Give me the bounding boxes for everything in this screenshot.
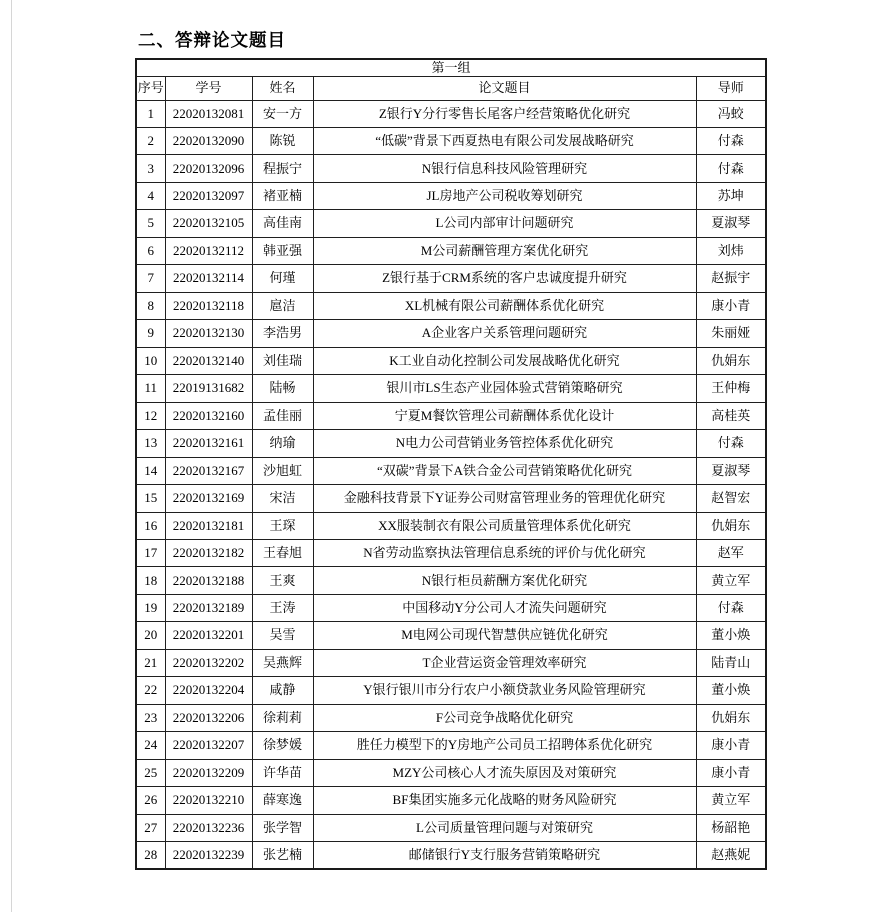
cell-title: Y银行银川市分行农户小额贷款业务风险管理研究 xyxy=(313,677,696,704)
cell-student-id: 22020132097 xyxy=(165,182,252,209)
cell-name: 吴燕辉 xyxy=(252,649,313,676)
cell-advisor: 仇娟东 xyxy=(696,704,766,731)
cell-advisor: 朱丽娅 xyxy=(696,320,766,347)
cell-advisor: 夏淑琴 xyxy=(696,457,766,484)
cell-student-id: 22020132090 xyxy=(165,127,252,154)
cell-title: A企业客户关系管理问题研究 xyxy=(313,320,696,347)
cell-name: 吴雪 xyxy=(252,622,313,649)
cell-student-id: 22020132130 xyxy=(165,320,252,347)
cell-no: 3 xyxy=(136,155,165,182)
cell-student-id: 22020132182 xyxy=(165,540,252,567)
cell-title: XX服装制衣有限公司质量管理体系优化研究 xyxy=(313,512,696,539)
cell-student-id: 22020132161 xyxy=(165,430,252,457)
table-row xyxy=(136,100,766,127)
cell-name: 徐梦媛 xyxy=(252,732,313,759)
cell-student-id: 22020132189 xyxy=(165,594,252,621)
table-row xyxy=(136,127,766,154)
cell-student-id: 22020132188 xyxy=(165,567,252,594)
cell-student-id: 22020132169 xyxy=(165,485,252,512)
cell-advisor: 仇娟东 xyxy=(696,512,766,539)
cell-no: 25 xyxy=(136,759,165,786)
table-row xyxy=(136,677,766,704)
cell-no: 10 xyxy=(136,347,165,374)
cell-student-id: 22020132206 xyxy=(165,704,252,731)
cell-no: 27 xyxy=(136,814,165,841)
cell-advisor: 杨韶艳 xyxy=(696,814,766,841)
page-edge-line xyxy=(11,0,12,912)
cell-student-id: 22019131682 xyxy=(165,375,252,402)
column-header-student-id: 学号 xyxy=(165,76,252,100)
cell-no: 4 xyxy=(136,182,165,209)
cell-name: 褚亚楠 xyxy=(252,182,313,209)
cell-title: 邮储银行Y支行服务营销策略研究 xyxy=(313,842,696,869)
cell-name: 安一方 xyxy=(252,100,313,127)
cell-advisor: 高桂英 xyxy=(696,402,766,429)
table-row xyxy=(136,485,766,512)
table-row xyxy=(136,842,766,869)
cell-advisor: 赵智宏 xyxy=(696,485,766,512)
cell-name: 扈洁 xyxy=(252,292,313,319)
cell-name: 高佳南 xyxy=(252,210,313,237)
cell-title: MZY公司核心人才流失原因及对策研究 xyxy=(313,759,696,786)
cell-name: 咸静 xyxy=(252,677,313,704)
cell-name: 王涛 xyxy=(252,594,313,621)
cell-advisor: 冯蛟 xyxy=(696,100,766,127)
cell-student-id: 22020132140 xyxy=(165,347,252,374)
table-row xyxy=(136,512,766,539)
group-title: 第一组 xyxy=(136,59,766,76)
cell-advisor: 康小青 xyxy=(696,292,766,319)
cell-no: 16 xyxy=(136,512,165,539)
section-heading: 二、答辩论文题目 xyxy=(138,30,286,50)
cell-advisor: 王仲梅 xyxy=(696,375,766,402)
cell-name: 何瑾 xyxy=(252,265,313,292)
cell-no: 14 xyxy=(136,457,165,484)
cell-no: 1 xyxy=(136,100,165,127)
cell-no: 8 xyxy=(136,292,165,319)
table-row xyxy=(136,787,766,814)
cell-no: 20 xyxy=(136,622,165,649)
cell-student-id: 22020132207 xyxy=(165,732,252,759)
table-row xyxy=(136,182,766,209)
table-row xyxy=(136,594,766,621)
cell-no: 19 xyxy=(136,594,165,621)
cell-title: “双碳”背景下A铁合金公司营销策略优化研究 xyxy=(313,457,696,484)
cell-title: 宁夏M餐饮管理公司薪酬体系优化设计 xyxy=(313,402,696,429)
cell-title: Z银行Y分行零售长尾客户经营策略优化研究 xyxy=(313,100,696,127)
cell-name: 许华苗 xyxy=(252,759,313,786)
thesis-table xyxy=(135,58,767,870)
cell-student-id: 22020132160 xyxy=(165,402,252,429)
cell-no: 17 xyxy=(136,540,165,567)
cell-no: 21 xyxy=(136,649,165,676)
cell-name: 王琛 xyxy=(252,512,313,539)
cell-advisor: 黄立军 xyxy=(696,567,766,594)
cell-student-id: 22020132181 xyxy=(165,512,252,539)
cell-student-id: 22020132112 xyxy=(165,237,252,264)
cell-title: “低碳”背景下西夏热电有限公司发展战略研究 xyxy=(313,127,696,154)
cell-advisor: 赵振宇 xyxy=(696,265,766,292)
cell-student-id: 22020132204 xyxy=(165,677,252,704)
table-row xyxy=(136,814,766,841)
cell-advisor: 康小青 xyxy=(696,732,766,759)
cell-no: 11 xyxy=(136,375,165,402)
cell-advisor: 黄立军 xyxy=(696,787,766,814)
table-row xyxy=(136,430,766,457)
cell-title: JL房地产公司税收筹划研究 xyxy=(313,182,696,209)
table-row xyxy=(136,402,766,429)
table-row xyxy=(136,457,766,484)
cell-advisor: 陆青山 xyxy=(696,649,766,676)
cell-advisor: 赵燕妮 xyxy=(696,842,766,869)
cell-name: 陈锐 xyxy=(252,127,313,154)
cell-no: 6 xyxy=(136,237,165,264)
cell-student-id: 22020132081 xyxy=(165,100,252,127)
cell-no: 2 xyxy=(136,127,165,154)
cell-student-id: 22020132202 xyxy=(165,649,252,676)
table-row xyxy=(136,210,766,237)
cell-no: 28 xyxy=(136,842,165,869)
cell-title: BF集团实施多元化战略的财务风险研究 xyxy=(313,787,696,814)
cell-name: 徐莉莉 xyxy=(252,704,313,731)
cell-name: 张学智 xyxy=(252,814,313,841)
cell-title: Z银行基于CRM系统的客户忠诚度提升研究 xyxy=(313,265,696,292)
cell-name: 王春旭 xyxy=(252,540,313,567)
cell-title: 金融科技背景下Y证券公司财富管理业务的管理优化研究 xyxy=(313,485,696,512)
cell-student-id: 22020132114 xyxy=(165,265,252,292)
cell-title: K工业自动化控制公司发展战略优化研究 xyxy=(313,347,696,374)
cell-advisor: 董小焕 xyxy=(696,622,766,649)
column-header-title: 论文题目 xyxy=(313,76,696,100)
cell-no: 7 xyxy=(136,265,165,292)
table-row xyxy=(136,320,766,347)
cell-advisor: 付森 xyxy=(696,594,766,621)
cell-title: F公司竞争战略优化研究 xyxy=(313,704,696,731)
cell-name: 纳瑜 xyxy=(252,430,313,457)
cell-advisor: 付森 xyxy=(696,127,766,154)
cell-student-id: 22020132201 xyxy=(165,622,252,649)
column-header-name: 姓名 xyxy=(252,76,313,100)
cell-name: 张艺楠 xyxy=(252,842,313,869)
cell-no: 18 xyxy=(136,567,165,594)
cell-title: XL机械有限公司薪酬体系优化研究 xyxy=(313,292,696,319)
table-row xyxy=(136,375,766,402)
table-body xyxy=(136,100,766,869)
cell-title: N银行信息科技风险管理研究 xyxy=(313,155,696,182)
cell-name: 刘佳瑞 xyxy=(252,347,313,374)
cell-no: 22 xyxy=(136,677,165,704)
cell-advisor: 董小焕 xyxy=(696,677,766,704)
cell-student-id: 22020132239 xyxy=(165,842,252,869)
cell-title: 银川市LS生态产业园体验式营销策略研究 xyxy=(313,375,696,402)
column-header-advisor: 导师 xyxy=(696,76,766,100)
cell-student-id: 22020132210 xyxy=(165,787,252,814)
cell-no: 13 xyxy=(136,430,165,457)
cell-name: 沙旭虹 xyxy=(252,457,313,484)
cell-advisor: 付森 xyxy=(696,430,766,457)
table-row xyxy=(136,649,766,676)
cell-student-id: 22020132096 xyxy=(165,155,252,182)
cell-no: 15 xyxy=(136,485,165,512)
cell-title: M公司薪酬管理方案优化研究 xyxy=(313,237,696,264)
cell-no: 5 xyxy=(136,210,165,237)
cell-no: 26 xyxy=(136,787,165,814)
table-row xyxy=(136,292,766,319)
cell-title: 中国移动Y分公司人才流失问题研究 xyxy=(313,594,696,621)
cell-name: 宋洁 xyxy=(252,485,313,512)
cell-title: L公司质量管理问题与对策研究 xyxy=(313,814,696,841)
cell-name: 韩亚强 xyxy=(252,237,313,264)
cell-name: 孟佳丽 xyxy=(252,402,313,429)
cell-advisor: 仇娟东 xyxy=(696,347,766,374)
cell-title: L公司内部审计问题研究 xyxy=(313,210,696,237)
cell-advisor: 夏淑琴 xyxy=(696,210,766,237)
cell-student-id: 22020132209 xyxy=(165,759,252,786)
group-title-row xyxy=(136,59,766,76)
cell-name: 王爽 xyxy=(252,567,313,594)
cell-student-id: 22020132236 xyxy=(165,814,252,841)
table-row xyxy=(136,759,766,786)
table-row xyxy=(136,540,766,567)
cell-name: 薛寒逸 xyxy=(252,787,313,814)
cell-title: M电网公司现代智慧供应链优化研究 xyxy=(313,622,696,649)
table-row xyxy=(136,155,766,182)
cell-no: 9 xyxy=(136,320,165,347)
table-row xyxy=(136,567,766,594)
cell-student-id: 22020132167 xyxy=(165,457,252,484)
column-header-no: 序号 xyxy=(136,76,165,100)
table-row xyxy=(136,265,766,292)
cell-title: N电力公司营销业务管控体系优化研究 xyxy=(313,430,696,457)
table-header-row xyxy=(136,76,766,100)
cell-advisor: 赵军 xyxy=(696,540,766,567)
cell-title: N省劳动监察执法管理信息系统的评价与优化研究 xyxy=(313,540,696,567)
table-row xyxy=(136,347,766,374)
table-row xyxy=(136,704,766,731)
cell-title: 胜任力模型下的Y房地产公司员工招聘体系优化研究 xyxy=(313,732,696,759)
cell-student-id: 22020132118 xyxy=(165,292,252,319)
cell-advisor: 付森 xyxy=(696,155,766,182)
cell-no: 24 xyxy=(136,732,165,759)
cell-advisor: 康小青 xyxy=(696,759,766,786)
table-row xyxy=(136,622,766,649)
table-row xyxy=(136,237,766,264)
cell-advisor: 苏坤 xyxy=(696,182,766,209)
cell-no: 23 xyxy=(136,704,165,731)
cell-name: 程振宁 xyxy=(252,155,313,182)
cell-advisor: 刘炜 xyxy=(696,237,766,264)
cell-title: N银行柜员薪酬方案优化研究 xyxy=(313,567,696,594)
cell-name: 李浩男 xyxy=(252,320,313,347)
table-row xyxy=(136,732,766,759)
cell-student-id: 22020132105 xyxy=(165,210,252,237)
cell-no: 12 xyxy=(136,402,165,429)
cell-name: 陆畅 xyxy=(252,375,313,402)
cell-title: T企业营运资金管理效率研究 xyxy=(313,649,696,676)
